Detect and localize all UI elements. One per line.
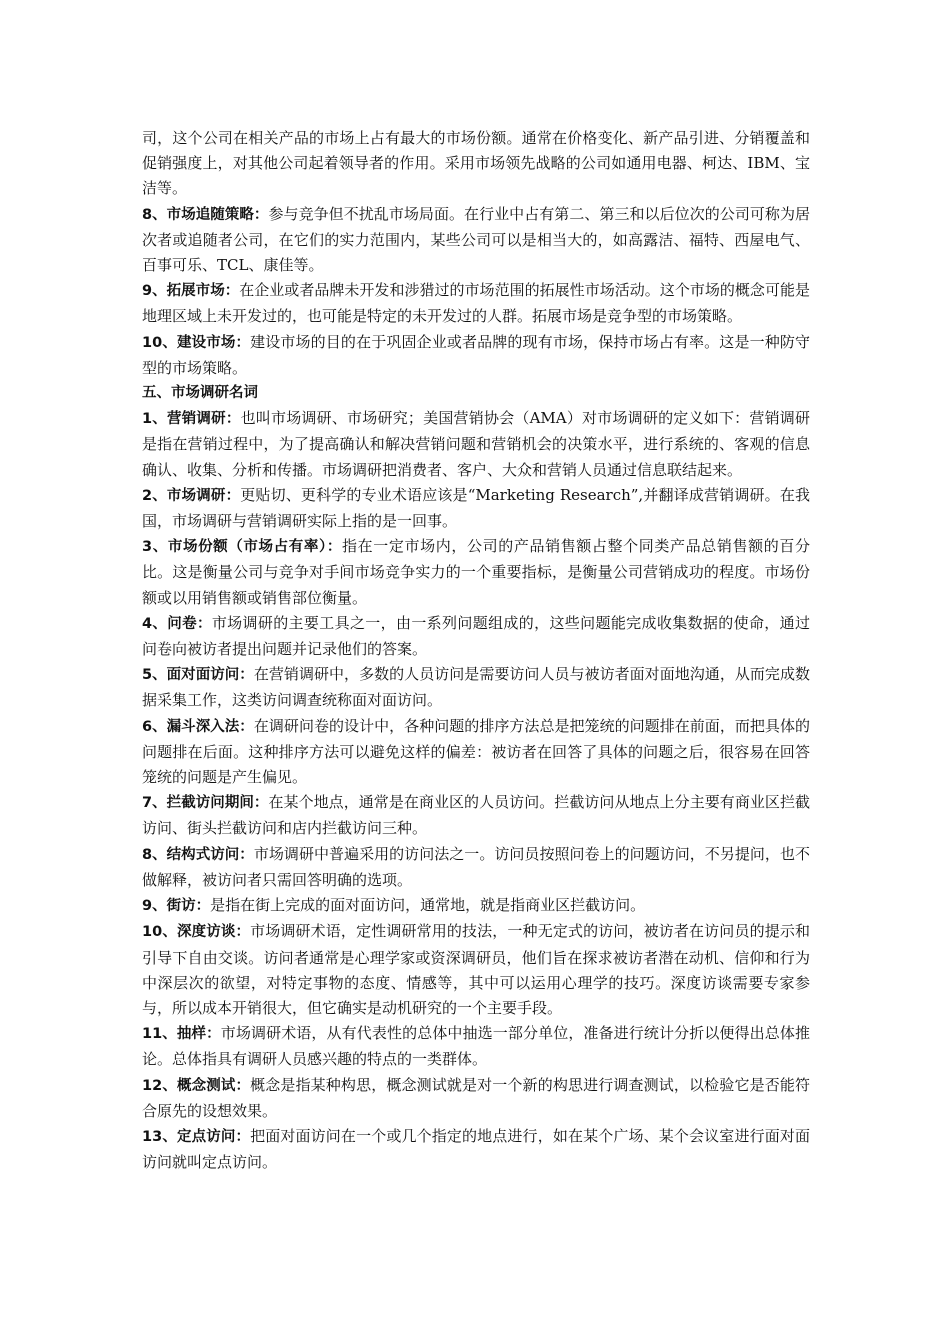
entry-paragraph [142, 1021, 810, 1072]
entry-text: 指在一定市场内，公司的产品销售额占整个同类产品总销售额的百分比。这是衡量公司与竞争对手间市场竞争实力的一个重要指标，是衡量公司营销成功的程度。市场份额或以用销售额或销售部位衡量。 [142, 537, 810, 607]
entry-text: 把面对面访问在一个或几个指定的地点进行，如在某个广场、某个会议室进行面对面访问就叫定点访问。 [142, 1126, 810, 1172]
entry-text: 在某个地点，通常是在商业区的人员访问。拦截访问从地点上分主要有商业区拦截访问、街头拦截访问和店内拦截访问三种。 [142, 793, 810, 838]
entry-paragraph [142, 1073, 810, 1124]
entry-paragraph [142, 330, 810, 381]
entry-term: 9、街访： [142, 898, 211, 915]
entry-paragraph [142, 714, 810, 791]
entry-paragraph [142, 534, 810, 611]
entry-text: 更贴切、更科学的专业术语应该是“Marketing Research”,并翻译成营销调研。在我国，市场调研与营销调研实际上指的是一回事。 [142, 485, 811, 531]
entry-text: 也叫市场调研、市场研究；美国营销协会（AMA）对市场调研的定义如下：营销调研是指在营销过程中，为了提高确认和解决营销问题和营销机会的决策水平，进行系统的、客观的信息确认、收集、分析和传播。市场调研把消费者、客户、大众和营销人员通过信息联结起来。 [142, 409, 811, 479]
entry-paragraph [142, 611, 810, 662]
entry-text: 市场调研的主要工具之一，由一系列问题组成的，这些问题能完成收集数据的使命，通过问卷向被访者提出问题并记录他们的答案。 [142, 613, 810, 659]
entry-paragraph [142, 1124, 810, 1175]
entry-term: 5、面对面访问： [142, 667, 254, 684]
entry-text: 是指在街上完成的面对面访问，通常地，就是指商业区拦截访问。 [210, 896, 646, 915]
entry-term: 3、市场份额（市场占有率）： [142, 539, 343, 556]
entry-text: 市场调研术语，从有代表性的总体中抽选一部分单位，准备进行统计分折以便得出总体推论。总体指具有调研人员感兴趣的特点的一类群体。 [142, 1024, 810, 1069]
entry-term: 13、定点访问： [142, 1128, 251, 1145]
entry-text: 参与竞争但不扰乱市场局面。在行业中占有第二、第三和以后位次的公司可称为居次者或追随者公司，在它们的实力范围内，某些公司可以是相当大的，如高露洁、福特、西屋电气、百事可乐、TCL、康佳等。 [142, 204, 810, 275]
entry-term: 10、建设市场： [142, 334, 251, 351]
entry-term: 6、漏斗深入法： [142, 718, 254, 735]
entry-text: 概念是指某种构思，概念测试就是对一个新的构思进行调查测试，以检验它是否能符合原先的设想效果。 [142, 1075, 810, 1120]
entry-term: 8、市场追随策略： [142, 206, 269, 223]
entry-term: 8、结构式访问： [142, 846, 254, 863]
entry-term: 2、市场调研： [142, 487, 241, 504]
intro-paragraph: 司，这个公司在相关产品的市场上占有最大的市场份额。通常在价格变化、新产品引进、分销覆盖和促销强度上，对其他公司起着领导者的作用。采用市场领先战略的公司如通用电器、柯达、IBM、宝洁等。 [142, 129, 810, 198]
entry-term: 9、拓展市场： [142, 283, 240, 300]
entry-term: 1、营销调研： [142, 411, 241, 428]
entry-term: 10、深度访谈： [142, 924, 251, 941]
entry-text: 在营销调研中，多数的人员访问是需要访问人员与被访者面对面地沟通，从而完成数据采集工作，这类访问调查统称面对面访问。 [142, 665, 810, 710]
entry-paragraph [142, 842, 810, 893]
entry-paragraph [142, 662, 810, 713]
document-page [142, 126, 810, 1175]
entry-paragraph [142, 919, 810, 1021]
entry-text: 建设市场的目的在于巩固企业或者品牌的现有市场，保持市场占有率。这是一种防守型的市场策略。 [142, 332, 810, 377]
entry-text: 市场调研术语，定性调研常用的技法，一种无定式的访问，被访者在访问员的提示和引导下自由交谈。访问者通常是心理学家或资深调研员，他们旨在探求被访者潜在动机、信仰和行为中深层次的欲望，对特定事物的态度、情感等，其中可以运用心理学的技巧。深度访谈需要专家参与，所以成本开销很大，但它确实是动机研究的一个主要手段。 [142, 922, 810, 1017]
entry-text: 市场调研中普遍采用的访问法之一。访问员按照问卷上的问题访问，不另提问，也不做解释，被访问者只需回答明确的选项。 [142, 844, 810, 889]
section-heading: 五、市场调研名词 [142, 385, 258, 402]
entry-paragraph [142, 406, 810, 483]
entry-paragraph [142, 202, 810, 279]
entry-term: 11、抽样： [142, 1026, 221, 1043]
entry-paragraph [142, 483, 810, 534]
entry-paragraph [142, 790, 810, 841]
entry-paragraph [142, 893, 810, 919]
entry-term: 4、问卷： [142, 615, 212, 632]
entry-term: 7、拦截访问期间： [142, 795, 269, 812]
entry-text: 在企业或者品牌未开发和涉猎过的市场范围的拓展性市场活动。这个市场的概念可能是地理区域上未开发过的，也可能是特定的未开发过的人群。拓展市场是竞争型的市场策略。 [142, 281, 810, 326]
entry-term: 12、概念测试： [142, 1077, 251, 1094]
entry-text: 在调研问卷的设计中，各种问题的排序方法总是把笼统的问题排在前面，而把具体的问题排在后面。这种排序方法可以避免这样的偏差：被访者在回答了具体的问题之后，很容易在回答笼统的问题是产生偏见。 [142, 716, 810, 787]
entry-paragraph [142, 278, 810, 329]
